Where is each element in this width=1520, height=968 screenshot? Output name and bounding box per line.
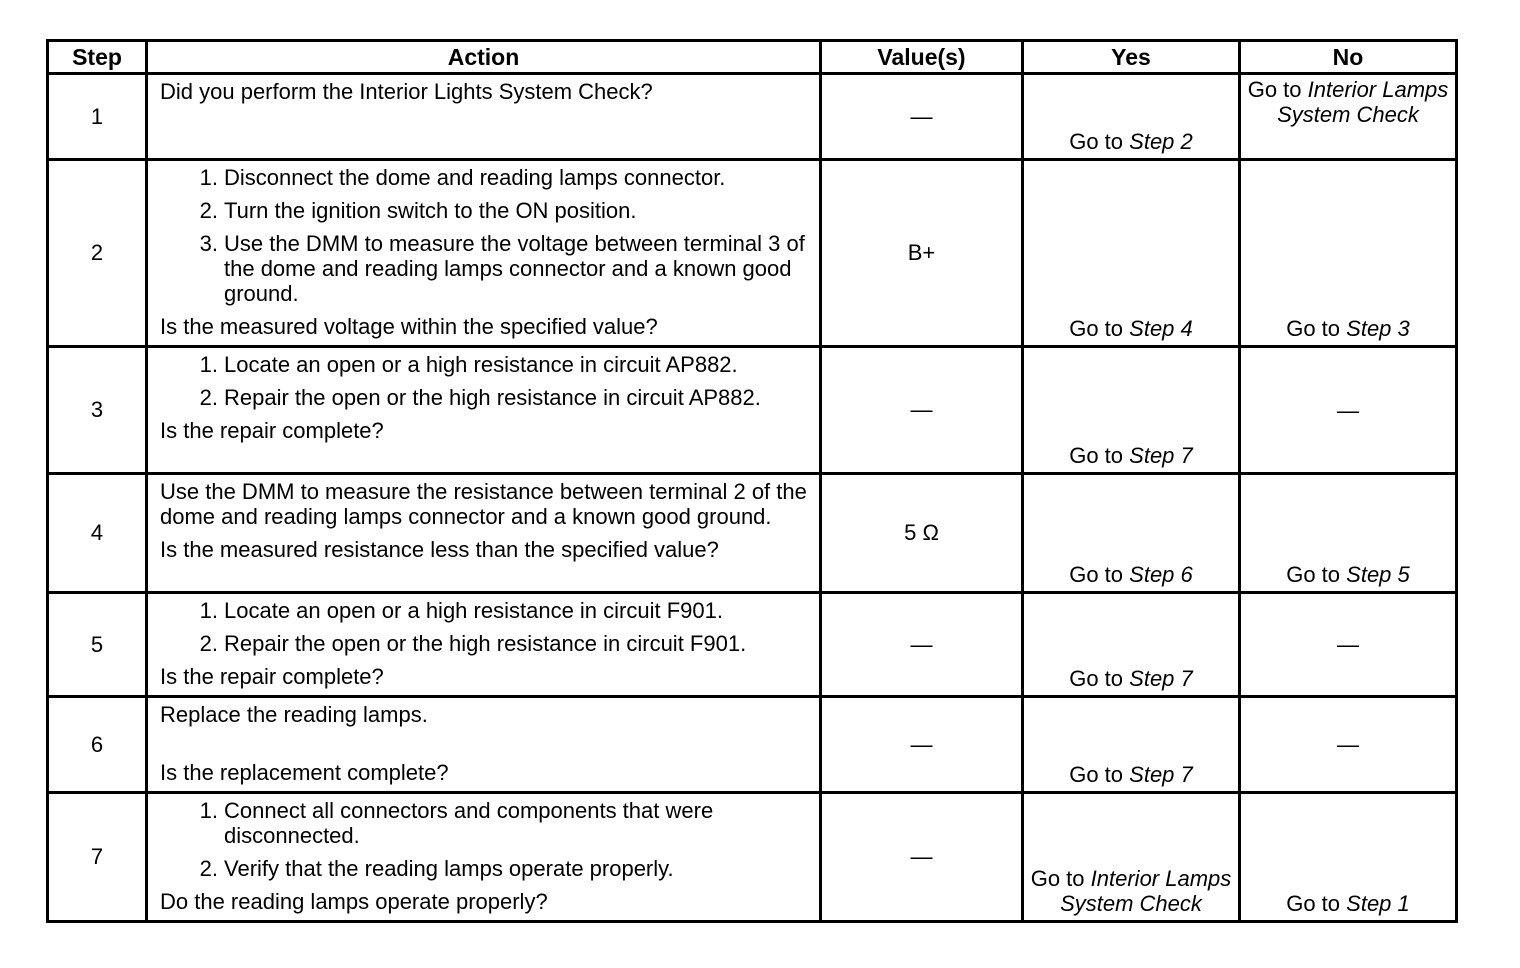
no-cell	[1240, 474, 1457, 593]
header-values: Value(s)	[821, 41, 1023, 74]
step-number: 3	[48, 347, 147, 474]
no-cell: —	[1240, 593, 1457, 697]
step-number: 6	[48, 697, 147, 793]
header-row	[48, 41, 1457, 74]
action-question: Is the measured voltage within the specified value?	[160, 314, 658, 339]
yes-cell	[1023, 474, 1240, 593]
action-list	[160, 352, 811, 410]
value-cell: —	[821, 793, 1023, 922]
value-cell: B+	[821, 160, 1023, 347]
list-item: 1. Disconnect the dome and reading lamps connector.	[199, 165, 726, 190]
table-row	[48, 474, 1457, 593]
action-cell	[147, 347, 821, 474]
header-step: Step	[48, 41, 147, 74]
action-list	[160, 598, 811, 656]
list-item: 1. Locate an open or a high resistance in circuit AP882.	[199, 352, 738, 377]
no-prefix: Go to	[1286, 562, 1341, 587]
yes-target: Step 4	[1129, 316, 1193, 341]
yes-cell	[1023, 793, 1240, 922]
no-cell	[1240, 160, 1457, 347]
diagnostic-table	[46, 39, 1458, 923]
yes-prefix: Go to	[1069, 316, 1124, 341]
no-cell: —	[1240, 347, 1457, 474]
no-cell: —	[1240, 697, 1457, 793]
yes-prefix: Go to	[1069, 762, 1124, 787]
list-item: 2. Repair the open or the high resistance in circuit F901.	[199, 631, 747, 656]
step-number: 4	[48, 474, 147, 593]
value-cell: —	[821, 593, 1023, 697]
step-number: 7	[48, 793, 147, 922]
header-yes: Yes	[1023, 41, 1240, 74]
action-cell	[147, 74, 821, 160]
table-row	[48, 74, 1457, 160]
action-cell	[147, 474, 821, 593]
yes-target: Step 6	[1129, 562, 1193, 587]
action-cell	[147, 593, 821, 697]
yes-prefix: Go to	[1069, 666, 1124, 691]
no-cell	[1240, 74, 1457, 160]
action-text: Use the DMM to measure the resistance between terminal 2 of the dome and reading lamps connector and a known good ground.	[160, 479, 807, 529]
yes-prefix: Go to	[1069, 129, 1124, 154]
action-question: Is the replacement complete?	[160, 760, 449, 785]
value-cell: —	[821, 347, 1023, 474]
no-target: Interior Lamps System Check	[1277, 77, 1449, 127]
yes-cell	[1023, 160, 1240, 347]
yes-target: Step 2	[1129, 129, 1193, 154]
action-text: Replace the reading lamps.	[160, 702, 428, 727]
action-cell	[147, 697, 821, 793]
action-text: Did you perform the Interior Lights System Check?	[160, 79, 653, 104]
yes-prefix: Go to	[1069, 562, 1124, 587]
no-target: Step 1	[1346, 891, 1410, 916]
value-cell: 5 Ω	[821, 474, 1023, 593]
yes-target: Interior Lamps System Check	[1060, 866, 1232, 916]
action-question: Is the measured resistance less than the specified value?	[160, 537, 719, 562]
no-cell	[1240, 793, 1457, 922]
step-number: 2	[48, 160, 147, 347]
table-row	[48, 593, 1457, 697]
list-item: 1. Locate an open or a high resistance in circuit F901.	[199, 598, 723, 623]
action-question: Is the repair complete?	[160, 418, 384, 443]
no-prefix: Go to	[1286, 891, 1341, 916]
yes-target: Step 7	[1129, 666, 1193, 691]
list-item: 3. Use the DMM to measure the voltage between terminal 3 of the dome and reading lamps connector and a known good ground.	[199, 231, 805, 306]
value-cell: —	[821, 74, 1023, 160]
yes-cell	[1023, 593, 1240, 697]
action-cell	[147, 160, 821, 347]
yes-target: Step 7	[1129, 762, 1193, 787]
no-target: Step 5	[1346, 562, 1410, 587]
action-list	[160, 798, 811, 881]
no-prefix: Go to	[1247, 77, 1302, 102]
action-question: Do the reading lamps operate properly?	[160, 889, 548, 914]
action-list	[160, 165, 811, 306]
list-item: 2. Repair the open or the high resistance in circuit AP882.	[199, 385, 761, 410]
header-no: No	[1240, 41, 1457, 74]
yes-prefix: Go to	[1030, 866, 1085, 891]
table-row	[48, 793, 1457, 922]
yes-cell	[1023, 697, 1240, 793]
no-prefix: Go to	[1286, 316, 1341, 341]
list-item: 2. Verify that the reading lamps operate properly.	[199, 856, 674, 881]
table-row	[48, 697, 1457, 793]
step-number: 1	[48, 74, 147, 160]
table-row	[48, 347, 1457, 474]
value-cell: —	[821, 697, 1023, 793]
no-target: Step 3	[1346, 316, 1410, 341]
action-cell	[147, 793, 821, 922]
action-question: Is the repair complete?	[160, 664, 384, 689]
yes-cell	[1023, 347, 1240, 474]
yes-prefix: Go to	[1069, 443, 1124, 468]
list-item: 2. Turn the ignition switch to the ON position.	[199, 198, 637, 223]
table-row	[48, 160, 1457, 347]
list-item: 1. Connect all connectors and components that were disconnected.	[199, 798, 714, 848]
header-action: Action	[147, 41, 821, 74]
step-number: 5	[48, 593, 147, 697]
yes-target: Step 7	[1129, 443, 1193, 468]
yes-cell	[1023, 74, 1240, 160]
